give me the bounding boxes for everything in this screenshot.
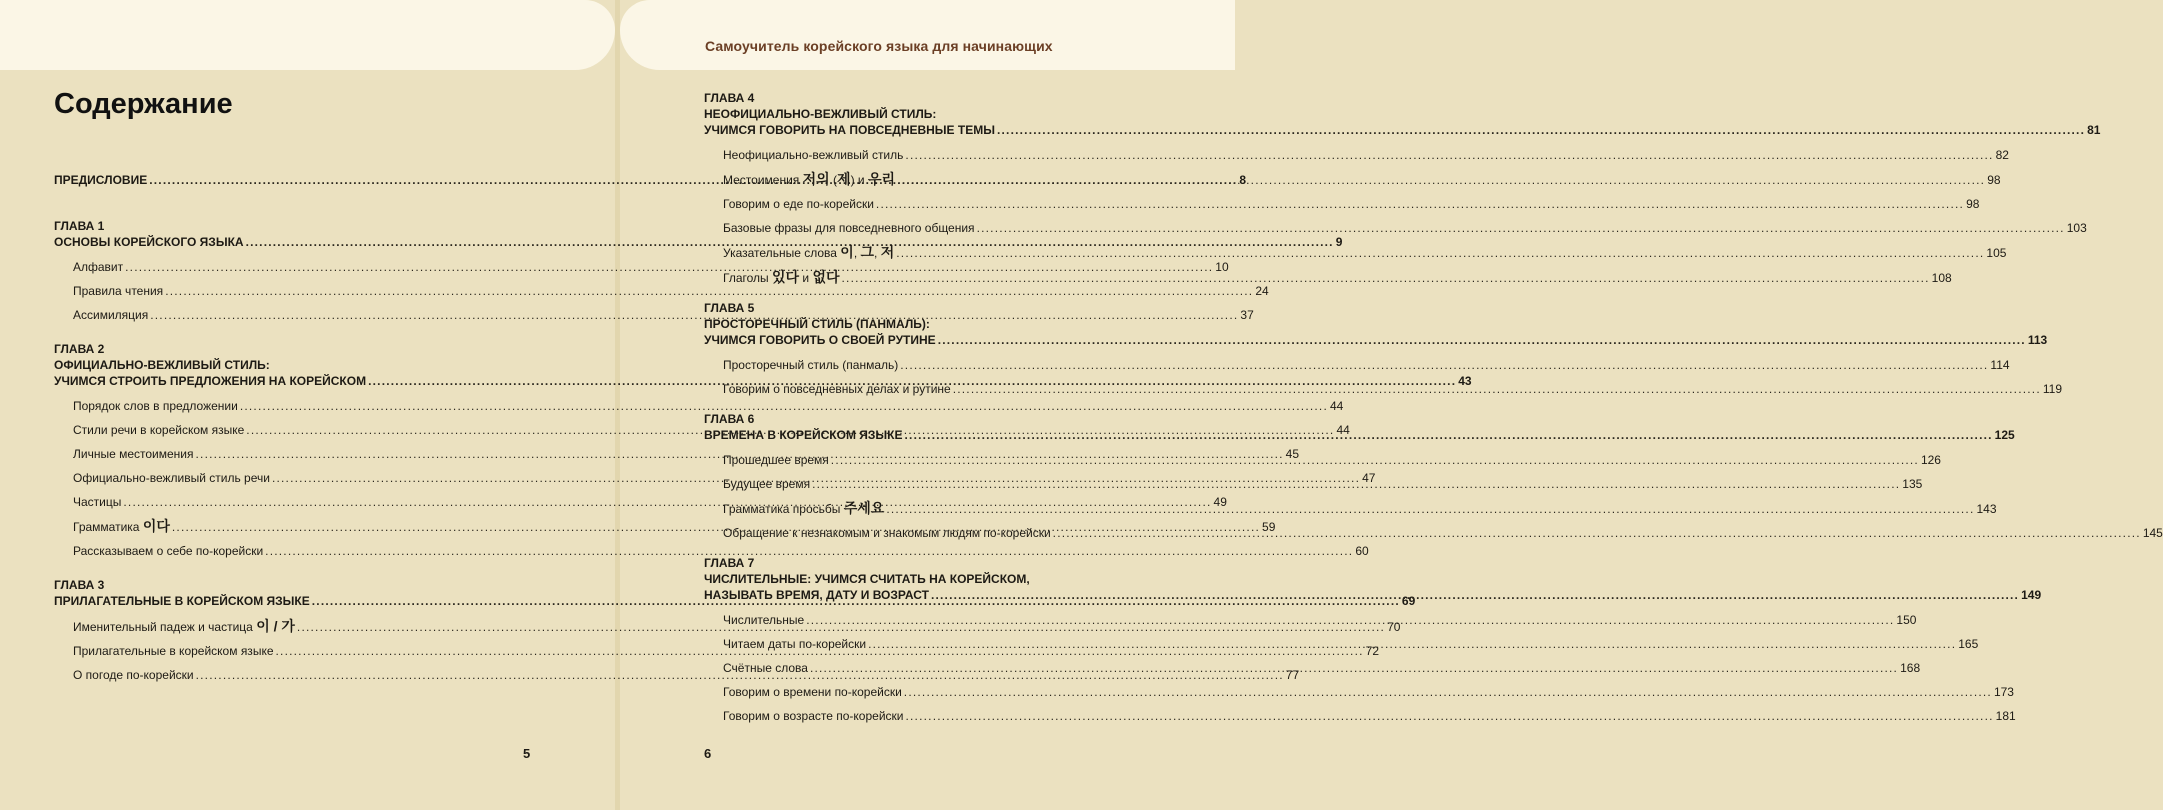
toc-entry-label: Грамматика просьбы 주세요: [723, 500, 885, 516]
chapter-page: 149: [2021, 588, 2042, 602]
toc-entry-page: 37: [1240, 308, 1254, 322]
toc-entry-page: 70: [1387, 620, 1401, 634]
toc-entry-label: Именительный падеж и частица 이 / 가: [73, 618, 295, 634]
right-page-number: 6: [704, 746, 712, 761]
toc-entry-page: 181: [1995, 709, 2016, 723]
chapter-title: ОФИЦИАЛЬНО-ВЕЖЛИВЫЙ СТИЛЬ:: [54, 358, 270, 372]
toc-entry-label: Частицы: [73, 495, 122, 509]
toc-entry-label: Неофициально-вежливый стиль: [723, 148, 904, 162]
toc-entry-label: Глаголы 있다 и 없다: [723, 269, 840, 285]
toc-entry-label: Говорим о повседневных делах и рутине: [723, 382, 951, 396]
toc-entry-page: 98: [1987, 173, 2001, 187]
toc-entry-label: Алфавит: [73, 260, 124, 274]
toc-entry-label: Местоимения 저의 (제) и 우리: [723, 171, 896, 187]
chapter-title: УЧИМСЯ СТРОИТЬ ПРЕДЛОЖЕНИЯ НА КОРЕЙСКОМ: [54, 374, 367, 388]
toc-chapter-4: [704, 90, 2101, 286]
chapter-page: 9: [1335, 235, 1343, 249]
toc-entry-page: 150: [1896, 613, 1917, 627]
toc-entry-page: 143: [1976, 502, 1997, 516]
korean-text: 저: [880, 244, 895, 260]
chapter-page: 81: [2087, 123, 2101, 137]
chapter-title: ПРОСТОРЕЧНЫЙ СТИЛЬ (ПАНМАЛЬ):: [704, 317, 930, 331]
toc-entry-page: 108: [1931, 271, 1952, 285]
toc-entry-label: Прилагательные в корейском языке: [73, 644, 274, 658]
toc-entry-page: 119: [2042, 382, 2062, 396]
toc-entry-page: 47: [1362, 471, 1376, 485]
chapter-label: ГЛАВА 3: [54, 578, 105, 592]
korean-text: 이 / 가: [256, 618, 295, 634]
toc-entry-page: 45: [1285, 447, 1300, 461]
toc-entry-label: Числительные: [723, 613, 805, 627]
left-page-number: 5: [523, 746, 531, 761]
toc-entry-label: Правила чтения: [73, 284, 164, 298]
korean-text: 우리: [867, 171, 896, 187]
toc-entry-label: Ассимиляция: [73, 308, 149, 322]
korean-text: 없다: [812, 269, 840, 285]
toc-entry-page: 44: [1336, 423, 1350, 437]
toc-entry[interactable]: [704, 357, 2010, 373]
chapter-title-line[interactable]: [704, 122, 2101, 138]
chapter-label: ГЛАВА 1: [54, 219, 105, 233]
toc-entry-label: Говорим о еде по-корейски: [723, 197, 874, 211]
korean-text: 제: [837, 171, 851, 187]
toc-entry-page: 168: [1900, 661, 1921, 675]
toc-entry[interactable]: [704, 269, 1952, 286]
toc-entry-page: 114: [1990, 358, 2010, 372]
toc-entry-page: 105: [1986, 246, 2007, 260]
chapter-title: НЕОФИЦИАЛЬНО-ВЕЖЛИВЫЙ СТИЛЬ:: [704, 107, 937, 121]
page-title: Содержание: [54, 88, 233, 120]
toc-entry[interactable]: [704, 220, 2087, 236]
toc-entry-page: 44: [1329, 399, 1344, 413]
toc-entry-label: Официально-вежливый стиль речи: [73, 471, 270, 485]
chapter-page: 113: [2027, 333, 2048, 347]
chapter-page: 69: [1401, 594, 1416, 608]
toc-entry-label: Говорим о времени по-корейски: [723, 685, 902, 699]
toc-entry[interactable]: [704, 171, 2001, 188]
chapter-title-line[interactable]: [54, 234, 1343, 250]
toc-entry-label: Говорим о возрасте по-корейски: [723, 709, 904, 723]
korean-text: 저의: [802, 171, 830, 187]
chapter-page: 125: [1994, 428, 2015, 442]
toc-entry[interactable]: [54, 283, 1269, 299]
toc-entry-page: 173: [1993, 685, 2014, 699]
chapter-label: ГЛАВА 2: [54, 342, 105, 356]
toc-entry-label: Указательные слова 이, 그, 저: [723, 244, 895, 260]
toc-entry-label: Прошедшее время: [723, 453, 829, 467]
toc-entry[interactable]: [704, 147, 2009, 163]
toc-entry-label: Рассказываем о себе по-корейски: [73, 544, 264, 558]
toc-entry-page: 72: [1365, 644, 1380, 658]
chapter-title: УЧИМСЯ ГОВОРИТЬ О СВОЕЙ РУТИНЕ: [704, 333, 936, 347]
toc-entry-page: 60: [1355, 544, 1369, 558]
korean-text: 이: [840, 244, 854, 260]
toc-entry-label: Грамматика 이다: [73, 518, 170, 534]
toc-entry[interactable]: [704, 244, 2007, 261]
chapter-label: ГЛАВА 4: [704, 91, 755, 105]
toc-entry[interactable]: [54, 398, 1344, 414]
toc-entry-page: 135: [1902, 477, 1923, 491]
toc-entry-label: Порядок слов в предложении: [73, 399, 238, 413]
chapter-page: 43: [1458, 374, 1472, 388]
toc-entry-label: Читаем даты по-корейски: [723, 637, 867, 651]
toc-entry[interactable]: [704, 196, 1980, 212]
chapter-title-line[interactable]: [704, 332, 2048, 348]
toc-preface-page: 8: [1239, 173, 1247, 187]
chapter-title: УЧИМСЯ ГОВОРИТЬ НА ПОВСЕДНЕВНЫЕ ТЕМЫ: [704, 123, 995, 137]
korean-text: 있다: [772, 269, 800, 285]
chapter-label: ГЛАВА 6: [704, 412, 755, 426]
toc-entry[interactable]: [704, 684, 2014, 700]
toc-entry-page: 98: [1966, 197, 1980, 211]
toc-entry-page: 103: [2066, 221, 2087, 235]
toc-entry-page: 165: [1958, 637, 1979, 651]
toc-preface-label: ПРЕДИСЛОВИЕ: [54, 173, 148, 187]
korean-text: 이다: [142, 518, 170, 534]
chapter-label: ГЛАВА 5: [704, 301, 755, 315]
toc-entry-page: 49: [1213, 495, 1227, 509]
toc-entry-label: Будущее время: [723, 477, 811, 491]
toc-entry-label: О погоде по-корейски: [73, 668, 194, 682]
toc-entry-page: 82: [1995, 148, 2009, 162]
korean-text: 그: [860, 244, 875, 260]
toc-entry-label: Обращение к незнакомым и знакомым людям по-корейски: [723, 526, 1051, 540]
chapter-title: ПРИЛАГАТЕЛЬНЫЕ В КОРЕЙСКОМ ЯЗЫКЕ: [54, 594, 310, 608]
right-header-band: [620, 0, 1235, 70]
korean-text: 주세요: [843, 500, 885, 516]
chapter-label: ГЛАВА 7: [704, 556, 755, 570]
toc-entry-page: 145: [2142, 526, 2163, 540]
chapter-title: ЧИСЛИТЕЛЬНЫЕ: УЧИМСЯ СЧИТАТЬ НА КОРЕЙСКОМ,: [704, 572, 1030, 586]
toc-entry[interactable]: [54, 259, 1229, 275]
toc-entry-label: Просторечный стиль (панмаль): [723, 358, 899, 372]
toc-entry-label: Стили речи в корейском языке: [73, 423, 245, 437]
toc-entry-label: Базовые фразы для повседневного общения: [723, 221, 975, 235]
toc-entry[interactable]: [704, 708, 2016, 724]
chapter-title: ОСНОВЫ КОРЕЙСКОГО ЯЗЫКА: [54, 235, 244, 249]
toc-entry-label: Счётные слова: [723, 661, 808, 675]
toc-entry-page: 59: [1262, 520, 1276, 534]
left-header-band: [0, 0, 615, 70]
toc-entry-page: 24: [1255, 284, 1269, 298]
toc-entry-page: 77: [1285, 668, 1300, 682]
toc-entry-page: 126: [1920, 453, 1941, 467]
running-head: Самоучитель корейского языка для начинающих: [705, 38, 1053, 54]
toc-entry[interactable]: [54, 543, 1369, 559]
toc-entry-page: 10: [1215, 260, 1229, 274]
chapter-title: НАЗЫВАТЬ ВРЕМЯ, ДАТУ И ВОЗРАСТ: [704, 588, 929, 602]
chapter-title: ВРЕМЕНА В КОРЕЙСКОМ ЯЗЫКЕ: [704, 428, 903, 442]
toc-entry-label: Личные местоимения: [73, 447, 194, 461]
